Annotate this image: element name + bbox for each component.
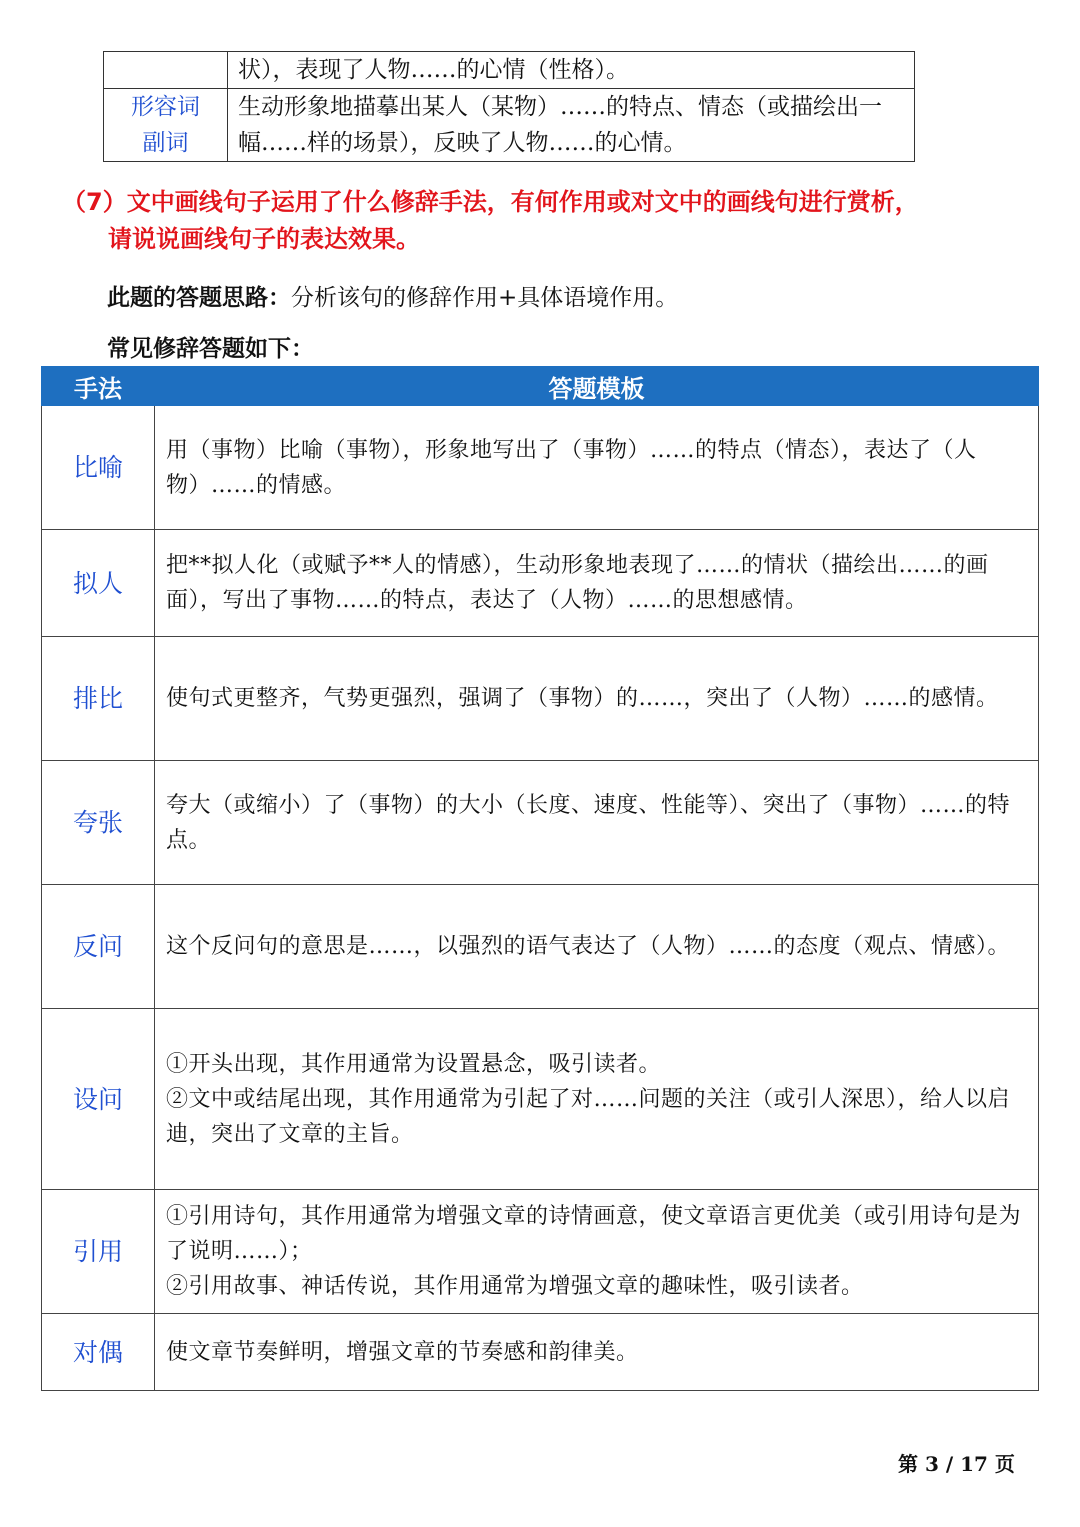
- table-row: [104, 52, 915, 89]
- table-row: [42, 885, 1039, 1009]
- approach-text: 分析该句的修辞作用+具体语境作用。: [291, 285, 679, 311]
- row-text: 生动形象地描摹出某人（某物）……的特点、情态（或描绘出一幅……样的场景），反映了人物……的心情。: [228, 89, 915, 162]
- question-line-2: 请说说画线句子的表达效果。: [108, 225, 420, 253]
- method-cell: 拟人: [42, 530, 155, 637]
- question-title: [62, 184, 1042, 258]
- template-line: ②文中或结尾出现，其作用通常为引起了对……问题的关注（或引人深思），给人以启迪，突出了文章的主旨。: [166, 1086, 1011, 1147]
- method-cell: 夸张: [42, 761, 155, 885]
- common-label: 常见修辞答题如下：: [107, 336, 314, 362]
- template-cell: [155, 1190, 1039, 1314]
- method-cell: 比喻: [42, 406, 155, 530]
- table-row: [42, 637, 1039, 761]
- method-cell: 反问: [42, 885, 155, 1009]
- template-cell: 用（事物）比喻（事物），形象地写出了（事物）……的特点（情态），表达了（人物）……的情感。: [155, 406, 1039, 530]
- header-method: 手法: [42, 367, 155, 406]
- approach-label: 此题的答题思路：: [107, 285, 291, 311]
- table-row: [42, 1190, 1039, 1314]
- table-row: [104, 89, 915, 162]
- method-cell: 引用: [42, 1190, 155, 1314]
- row-text: 状），表现了人物……的心情（性格）。: [228, 52, 915, 89]
- question-line-1: （7）文中画线句子运用了什么修辞手法，有何作用或对文中的画线句进行赏析，: [62, 188, 919, 216]
- table-header-row: [42, 367, 1039, 406]
- method-cell: 设问: [42, 1009, 155, 1190]
- header-template: 答题模板: [155, 367, 1039, 406]
- table-row: [42, 1314, 1039, 1391]
- template-cell: 夸大（或缩小）了（事物）的大小（长度、速度、性能等）、突出了（事物）……的特点。: [155, 761, 1039, 885]
- template-line: ①引用诗句，其作用通常为增强文章的诗情画意，使文章语言更优美（或引用诗句是为了说明……）；: [166, 1204, 1022, 1264]
- template-line: ②引用故事、神话传说，其作用通常为增强文章的趣味性，吸引读者。: [166, 1274, 864, 1299]
- label-line: 副词: [142, 130, 189, 156]
- row-label: [104, 52, 228, 89]
- template-line: ①开头出现，其作用通常为设置悬念，吸引读者。: [166, 1051, 662, 1077]
- template-cell: 把**拟人化（或赋予**人的情感），生动形象地表现了……的情状（描绘出……的画面），写出了事物……的特点，表达了（人物）……的思想感情。: [155, 530, 1039, 637]
- page-number: 第 3 / 17 页: [898, 1452, 1015, 1476]
- template-cell: 使文章节奏鲜明，增强文章的节奏感和韵律美。: [155, 1314, 1039, 1391]
- row-label: [104, 89, 228, 162]
- top-table: [103, 51, 915, 162]
- template-cell: 这个反问句的意思是……，以强烈的语气表达了（人物）……的态度（观点、情感）。: [155, 885, 1039, 1009]
- table-row: [42, 530, 1039, 637]
- table-row: [42, 761, 1039, 885]
- label-line: 形容词: [131, 94, 200, 120]
- approach-line: [107, 280, 678, 316]
- method-cell: 对偶: [42, 1314, 155, 1391]
- rhetoric-table: [41, 366, 1039, 1391]
- method-cell: 排比: [42, 637, 155, 761]
- table-row: [42, 406, 1039, 530]
- table-row: [42, 1009, 1039, 1190]
- template-cell: [155, 1009, 1039, 1190]
- template-cell: 使句式更整齐，气势更强烈，强调了（事物）的……，突出了（人物）……的感情。: [155, 637, 1039, 761]
